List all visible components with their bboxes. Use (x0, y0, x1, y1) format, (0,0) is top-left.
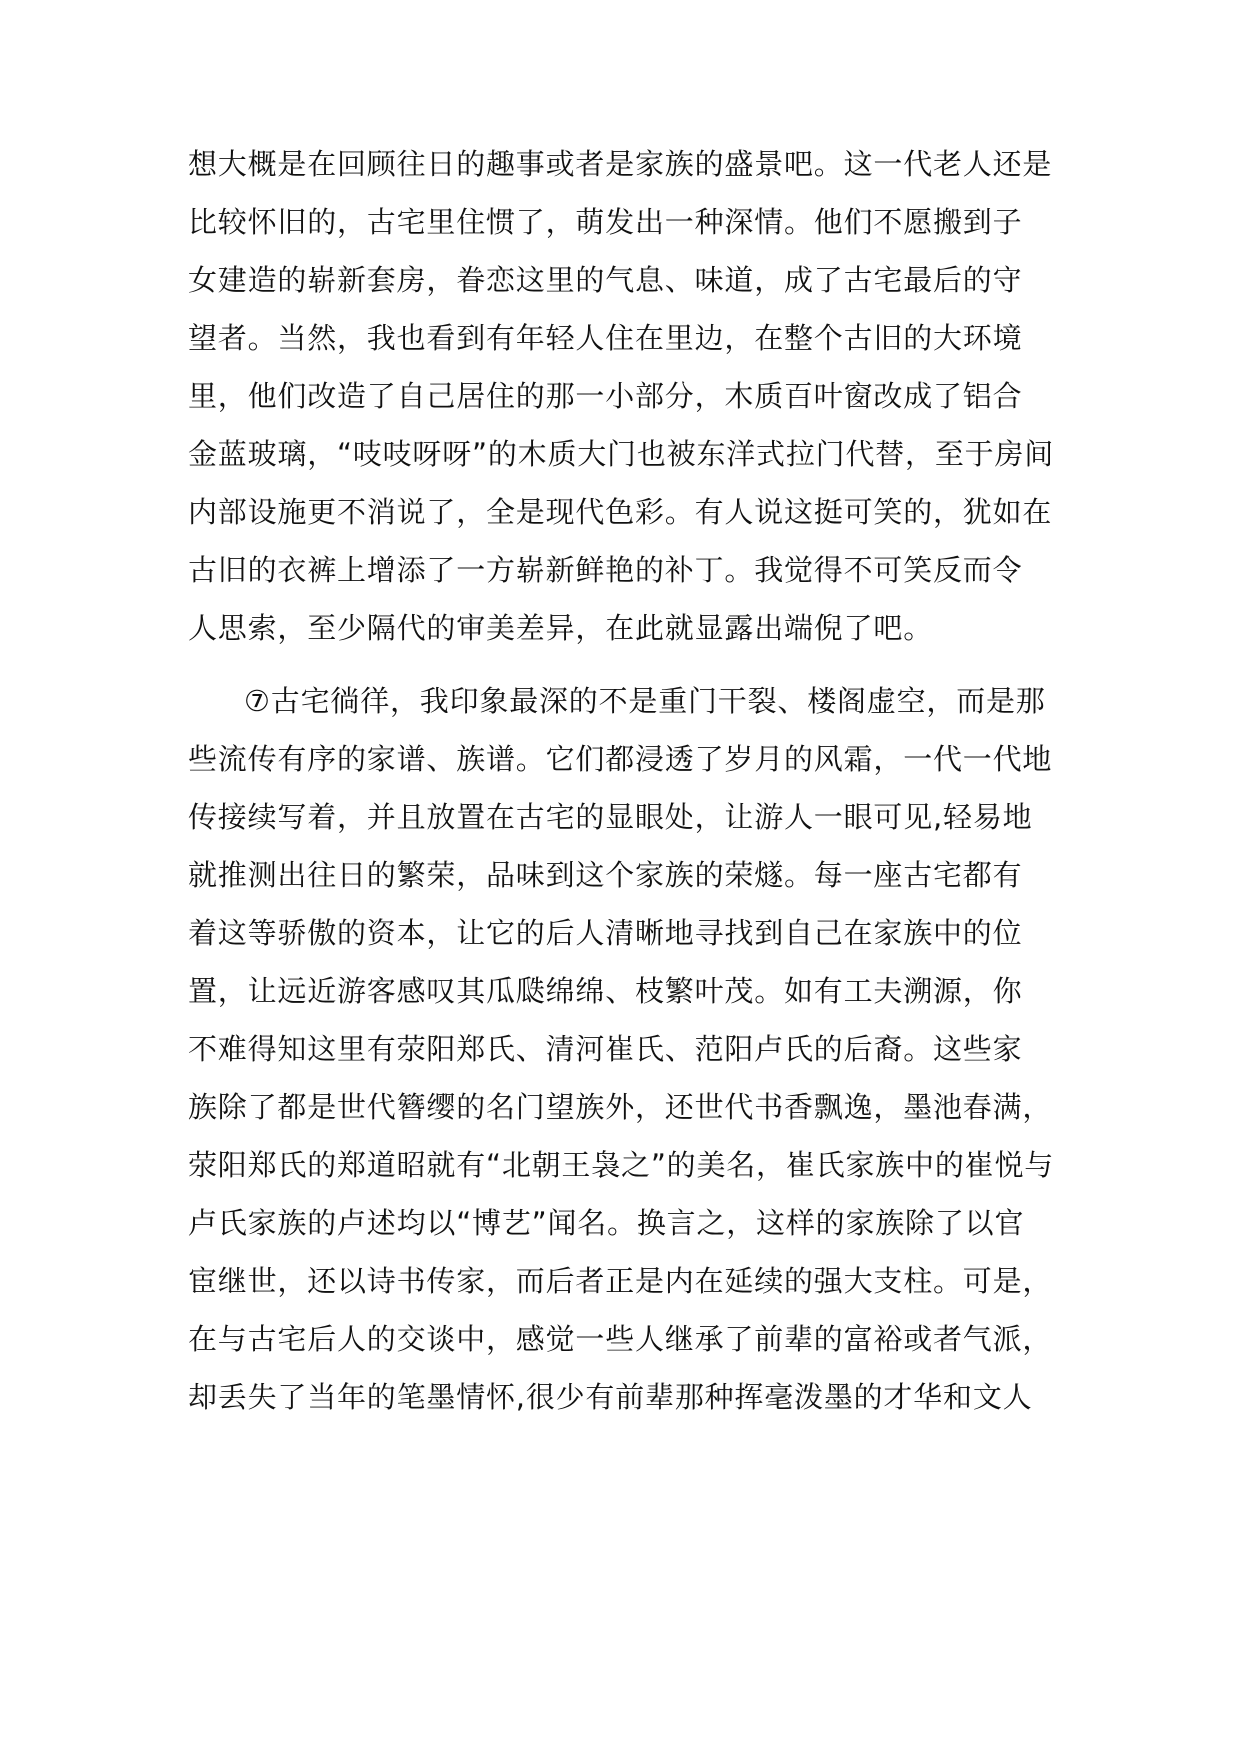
text-line: 不难得知这里有荥阳郑氏、清河崔氏、范阳卢氏的后裔。这些家 (188, 1032, 1023, 1066)
text-line: 传接续写着，并且放置在古宅的显眼处，让游人一眼可见,轻易地 (188, 800, 1033, 834)
text-line: 人思索，至少隔代的审美差异，在此就显露出端倪了吧。 (188, 611, 934, 645)
text-line: 荥阳郑氏的郑道昭就有“北朝王袅之”的美名，崔氏家族中的崔悦与 (188, 1148, 1055, 1182)
text-line: 着这等骄傲的资本，让它的后人清晰地寻找到自己在家族中的位 (188, 916, 1023, 950)
text-line: 古旧的衣裤上增添了一方崭新鲜艳的补丁。我觉得不可笑反而令 (188, 553, 1023, 587)
text-line: 些流传有序的家谱、族谱。它们都浸透了岁月的风霜，一代一代地 (188, 742, 1053, 776)
text-line: 望者。当然，我也看到有年轻人住在里边，在整个古旧的大环境 (188, 321, 1023, 355)
text-line: 在与古宅后人的交谈中，感觉一些人继承了前辈的富裕或者气派， (188, 1322, 1053, 1356)
text-line: 却丢失了当年的笔墨情怀,很少有前辈那种挥毫泼墨的才华和文人 (188, 1380, 1033, 1414)
text-line: 置，让远近游客感叹其瓜瓞绵绵、枝繁叶茂。如有工夫溯源，你 (188, 974, 1023, 1008)
text-line: 想大概是在回顾往日的趣事或者是家族的盛景吧。这一代老人还是 (188, 147, 1053, 181)
text-line: 就推测出往日的繁荣，品味到这个家族的荣燧。每一座古宅都有 (188, 858, 1023, 892)
text-line: 卢氏家族的卢述均以“博艺”闻名。换言之，这样的家族除了以官 (188, 1206, 1025, 1240)
text-line: 金蓝玻璃，“吱吱呀呀”的木质大门也被东洋式拉门代替，至于房间 (188, 437, 1055, 471)
text-line: ⑦古宅徜徉，我印象最深的不是重门干裂、楼阁虚空，而是那 (244, 684, 1046, 718)
text-line: 女建造的崭新套房，眷恋这里的气息、味道，成了古宅最后的守 (188, 263, 1023, 297)
text-line: 里，他们改造了自己居住的那一小部分，木质百叶窗改成了铝合 (188, 379, 1023, 413)
text-line: 内部设施更不消说了，全是现代色彩。有人说这挺可笑的，犹如在 (188, 495, 1053, 529)
text-line: 比较怀旧的，古宅里住惯了，萌发出一种深情。他们不愿搬到子 (188, 205, 1023, 239)
text-line: 族除了都是世代簪缨的名门望族外，还世代书香飘逸，墨池春满， (188, 1090, 1053, 1124)
text-line: 宦继世，还以诗书传家，而后者正是内在延续的强大支柱。可是， (188, 1264, 1053, 1298)
